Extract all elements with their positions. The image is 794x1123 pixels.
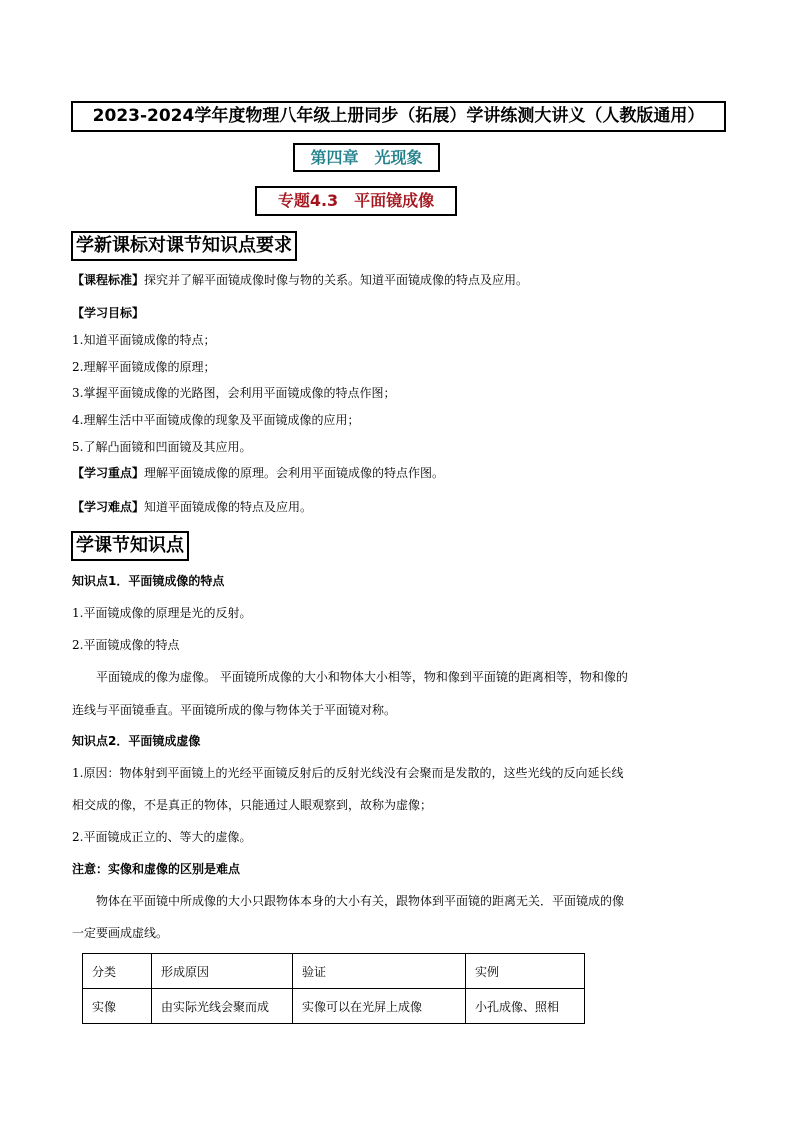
table-header-cell: 分类 [83,954,152,989]
knowledge-point-2-item-cont: 相交成的像，不是真正的物体，只能通过人眼观察到，故称为虚像； [72,798,433,812]
note-paragraph-cont: 一定要画成虚线。 [72,926,169,940]
learning-goal-item: 4.理解生活中平面镜成像的现象及平面镜成像的应用； [72,413,360,427]
table-cell: 由实际光线会聚而成 [152,989,293,1024]
table-cell: 实像可以在光屏上成像 [293,989,466,1024]
learning-goal-item: 1.知道平面镜成像的特点； [72,333,216,347]
learning-goal-item: 2.理解平面镜成像的原理； [72,360,216,374]
table-cell: 小孔成像、照相 [466,989,585,1024]
section-title-knowledge: 学课节知识点 [71,531,189,561]
learning-difficulty-label: 【学习难点】 [72,500,145,514]
learning-key-label: 【学习重点】 [72,466,145,480]
knowledge-point-2-title: 知识点2．平面镜成虚像 [72,734,201,748]
learning-difficulty-text: 知道平面镜成像的特点及应用。 [144,500,313,514]
topic-title: 专题4.3 平面镜成像 [255,186,457,216]
table-header-row [83,954,585,989]
curriculum-standard [72,272,528,288]
knowledge-point-1-item: 2.平面镜成像的特点 [72,638,180,652]
learning-goal-item: 3.掌握平面镜成像的光路图，会利用平面镜成像的特点作图； [72,386,396,400]
knowledge-point-2-item: 2.平面镜成正立的、等大的虚像。 [72,830,252,844]
learning-key-text: 理解平面镜成像的原理。会利用平面镜成像的特点作图。 [144,466,445,480]
knowledge-point-1-paragraph: 平面镜成的像为虚像。 平面镜所成像的大小和物体大小相等，物和像到平面镜的距离相等，物和像的 [96,670,628,684]
curriculum-standard-text: 探究并了解平面镜成像时像与物的关系。知道平面镜成像的特点及应用。 [144,273,529,287]
curriculum-standard-label: 【课程标准】 [72,273,145,287]
note-paragraph: 物体在平面镜中所成像的大小只跟物体本身的大小有关，跟物体到平面镜的距离无关．平面镜成的像 [96,894,625,908]
table-header-cell: 实例 [466,954,585,989]
knowledge-point-1-item: 1.平面镜成像的原理是光的反射。 [72,606,252,620]
knowledge-point-2-item: 1.原因：物体射到平面镜上的光经平面镜反射后的反射光线没有会聚而是发散的，这些光线的反向延长线 [72,766,624,780]
table-header-cell: 验证 [293,954,466,989]
learning-goal-item: 5.了解凸面镜和凹面镜及其应用。 [72,440,252,454]
learning-key-point [72,465,444,481]
note-title: 注意：实像和虚像的区别是难点 [72,862,241,876]
knowledge-point-1-title: 知识点1．平面镜成像的特点 [72,574,225,588]
document-title: 2023-2024学年度物理八年级上册同步（拓展）学讲练测大讲义（人教版通用） [71,101,726,132]
learning-difficulty [72,499,312,515]
table-header-cell: 形成原因 [152,954,293,989]
learning-goals-label: 【学习目标】 [72,306,145,320]
image-comparison-table [82,953,585,1024]
chapter-title: 第四章 光现象 [293,143,440,172]
table-cell: 实像 [83,989,152,1024]
section-title-requirements: 学新课标对课节知识点要求 [71,231,297,261]
knowledge-point-1-paragraph-cont: 连线与平面镜垂直。平面镜所成的像与物体关于平面镜对称。 [72,703,397,717]
table-row [83,989,585,1024]
